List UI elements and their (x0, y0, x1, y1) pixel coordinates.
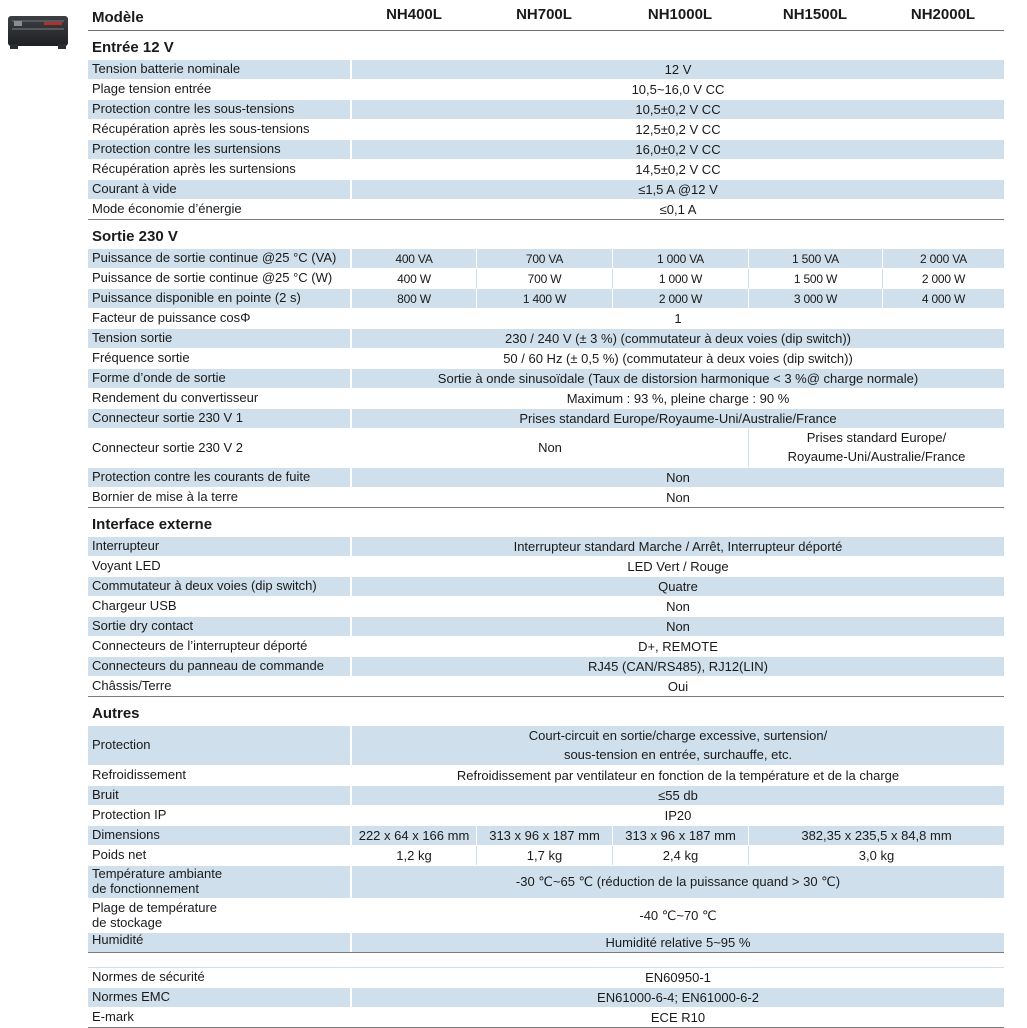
spec-value: Quatre (352, 577, 1004, 596)
section-title: Autres (92, 705, 140, 722)
spec-row (88, 60, 1004, 80)
spec-value: ≤0,1 A (659, 201, 697, 217)
spec-value-line: Royaume-Uni/Australie/France (787, 449, 966, 464)
spec-value: 1 400 W (476, 289, 612, 308)
spec-value: LED Vert / Rouge (627, 558, 729, 574)
spec-value: 1 (674, 310, 682, 326)
spec-value: Prises standard Europe/Royaume-Uni/Australie/France (352, 409, 1004, 428)
spec-value: ECE R10 (650, 1009, 706, 1025)
spec-label: Voyant LED (88, 557, 352, 576)
model-nh1500l: NH1500L (782, 5, 848, 23)
spec-label: Puissance de sortie continue @25 °C (VA) (88, 249, 352, 268)
spec-label: Protection contre les surtensions (88, 140, 352, 159)
spec-value: 1,2 kg (396, 847, 432, 863)
spec-row (88, 80, 1004, 100)
model-nh700l: NH700L (516, 5, 572, 23)
spec-row (88, 200, 1004, 220)
spec-label: Protection (88, 726, 352, 765)
spec-label: Connecteurs du panneau de commande (88, 657, 352, 676)
spec-row (88, 577, 1004, 597)
spec-value: 1,7 kg (476, 846, 612, 865)
spec-value: IP20 (664, 807, 692, 823)
spec-value: 10,5±0,2 V CC (352, 100, 1004, 119)
spec-label: Courant à vide (88, 180, 352, 199)
spec-label (88, 866, 352, 898)
spec-label: Chargeur USB (88, 597, 352, 616)
spec-value: Non (666, 489, 690, 505)
spec-row (88, 657, 1004, 677)
spec-row (88, 409, 1004, 429)
spec-row (88, 100, 1004, 120)
spec-row (88, 846, 1004, 866)
model-nh400l: NH400L (386, 5, 442, 23)
spec-value: 230 / 240 V (± 3 %) (commutateur à deux voies (dip switch)) (352, 329, 1004, 348)
spec-value: ≤1,5 A @12 V (352, 180, 1004, 199)
section-interface (88, 508, 1004, 537)
spec-row (88, 120, 1004, 140)
spec-label: Normes EMC (88, 988, 352, 1007)
spec-value: Sortie à onde sinusoïdale (Taux de distorsion harmonique < 3 %@ charge normale) (352, 369, 1004, 388)
spec-label: Protection contre les courants de fuite (88, 468, 352, 487)
spec-row (88, 637, 1004, 657)
spec-label: Normes de sécurité (88, 968, 352, 987)
section-title: Entrée 12 V (92, 39, 174, 56)
spec-label: Châssis/Terre (88, 677, 352, 696)
spec-label: Connecteur sortie 230 V 1 (88, 409, 352, 428)
spec-value: 1 500 W (748, 269, 882, 288)
spec-label: Protection contre les sous-tensions (88, 100, 352, 119)
spec-value: 2 000 VA (882, 249, 1004, 268)
spec-row (88, 967, 1004, 988)
section-title: Sortie 230 V (92, 228, 178, 245)
spec-label: Connecteur sortie 230 V 2 (88, 429, 352, 467)
spec-label: Puissance disponible en pointe (2 s) (88, 289, 352, 308)
spec-value: 2 000 W (882, 269, 1004, 288)
spec-row (88, 806, 1004, 826)
spec-row (88, 180, 1004, 200)
spec-value: 400 W (397, 271, 431, 286)
spec-row (88, 826, 1004, 846)
spec-value: 4 000 W (882, 289, 1004, 308)
model-nh2000l: NH2000L (910, 5, 976, 23)
spec-row (88, 617, 1004, 637)
spec-label-line: de fonctionnement (92, 881, 199, 896)
spec-value: 3,0 kg (748, 846, 1004, 865)
spec-label: Fréquence sortie (88, 349, 352, 368)
spec-label: Bornier de mise à la terre (88, 488, 352, 507)
spec-value: 1 000 VA (612, 249, 748, 268)
spec-label: Refroidissement (88, 766, 352, 785)
spec-row (88, 309, 1004, 329)
spec-label: Sortie dry contact (88, 617, 352, 636)
spec-row (88, 726, 1004, 766)
spec-row (88, 249, 1004, 269)
spec-label: Protection IP (88, 806, 352, 825)
spec-value: 700 W (476, 269, 612, 288)
spec-value: 700 VA (476, 249, 612, 268)
spec-value: 400 VA (352, 249, 476, 268)
spec-label: Tension batterie nominale (88, 60, 352, 79)
spec-row (88, 786, 1004, 806)
spec-value: 222 x 64 x 166 mm (352, 826, 476, 845)
spec-label: Poids net (88, 846, 352, 865)
spec-label: Forme d’onde de sortie (88, 369, 352, 388)
section-title: Interface externe (92, 516, 213, 533)
spec-row (88, 537, 1004, 557)
spec-value: Non (666, 598, 690, 614)
spec-label: E-mark (88, 1008, 352, 1027)
spec-row (88, 269, 1004, 289)
spec-label: Commutateur à deux voies (dip switch) (88, 577, 352, 596)
spec-value: 14,5±0,2 V CC (635, 161, 721, 177)
spec-value: 10,5~16,0 V CC (631, 81, 725, 97)
model-header-row (88, 0, 1004, 31)
spec-value: Interrupteur standard Marche / Arrêt, Interrupteur déporté (352, 537, 1004, 556)
section-other (88, 697, 1004, 726)
spec-label: Bruit (88, 786, 352, 805)
spec-label-line: Température ambiante (92, 866, 223, 882)
spec-label: Récupération après les sous-tensions (88, 120, 352, 139)
spec-value: 382,35 x 235,5 x 84,8 mm (748, 826, 1004, 845)
spec-label: Humidité (88, 933, 352, 952)
spec-value: Maximum : 93 %, pleine charge : 90 % (566, 390, 790, 406)
model-nh1000l: NH1000L (647, 5, 713, 23)
spec-value: 800 W (352, 289, 476, 308)
model-header-label: Modèle (88, 9, 352, 30)
spec-table (88, 0, 1004, 1028)
spec-row (88, 468, 1004, 488)
spec-value: 12,5±0,2 V CC (635, 121, 721, 137)
spec-value (748, 429, 1004, 467)
product-thumbnail (6, 8, 74, 50)
spec-value: 313 x 96 x 187 mm (476, 826, 612, 845)
spec-row (88, 389, 1004, 409)
spec-label: Rendement du convertisseur (88, 389, 352, 408)
spec-value: 12 V (352, 60, 1004, 79)
spec-label: Interrupteur (88, 537, 352, 556)
spec-value-line: sous-tension en entrée, surchauffe, etc. (563, 746, 793, 762)
spec-value: Non (538, 440, 562, 456)
spec-row (88, 1008, 1004, 1028)
spec-label: Récupération après les surtensions (88, 160, 352, 179)
spec-value: 2,4 kg (612, 846, 748, 865)
spec-row (88, 289, 1004, 309)
spec-label: Mode économie d’énergie (88, 200, 352, 219)
spec-value: 313 x 96 x 187 mm (612, 826, 748, 845)
spec-value: RJ45 (CAN/RS485), RJ12(LIN) (352, 657, 1004, 676)
spec-label: Facteur de puissance cosΦ (88, 309, 352, 328)
spec-row (88, 933, 1004, 953)
spec-value: Non (352, 617, 1004, 636)
spec-row (88, 597, 1004, 617)
spec-value: EN60950-1 (645, 969, 711, 985)
spec-row (88, 140, 1004, 160)
spec-label: Connecteurs de l’interrupteur déporté (88, 637, 352, 656)
spec-value-line: Prises standard Europe/ (806, 430, 947, 446)
spec-label: Puissance de sortie continue @25 °C (W) (88, 269, 352, 288)
spec-value: 50 / 60 Hz (± 0,5 %) (commutateur à deux voies (dip switch)) (503, 350, 853, 366)
spec-value: -30 ℃~65 ℃ (réduction de la puissance quand > 30 ℃) (352, 866, 1004, 898)
spec-label-line: de stockage (92, 914, 163, 930)
spec-label (88, 899, 352, 932)
spec-value: 1 500 VA (748, 249, 882, 268)
spec-value (352, 726, 1004, 765)
spec-row (88, 766, 1004, 786)
spec-row (88, 866, 1004, 899)
spec-value: -40 ℃~70 ℃ (639, 907, 717, 923)
spec-value: Oui (667, 678, 689, 694)
spec-row (88, 988, 1004, 1008)
spec-label: Dimensions (88, 826, 352, 845)
spec-row (88, 329, 1004, 349)
section-output (88, 220, 1004, 249)
spec-value: EN61000-6-4; EN61000-6-2 (352, 988, 1004, 1007)
spec-value: 3 000 W (748, 289, 882, 308)
spec-value: ≤55 db (352, 786, 1004, 805)
spec-row (88, 429, 1004, 468)
spec-row (88, 557, 1004, 577)
spec-value: 16,0±0,2 V CC (352, 140, 1004, 159)
spec-row (88, 488, 1004, 508)
spec-label: Tension sortie (88, 329, 352, 348)
spec-row (88, 677, 1004, 697)
spec-row (88, 369, 1004, 389)
spec-row (88, 349, 1004, 369)
spec-value-line: Court-circuit en sortie/charge excessive, surtension/ (528, 727, 828, 743)
spec-label: Plage tension entrée (88, 80, 352, 99)
section-input (88, 31, 1004, 60)
spec-value: 1 000 W (612, 269, 748, 288)
spec-row (88, 160, 1004, 180)
spec-value: Humidité relative 5~95 % (352, 933, 1004, 952)
spec-label-line: Plage de température (92, 899, 218, 915)
spec-row (88, 899, 1004, 933)
spec-value: Non (352, 468, 1004, 487)
spec-value: D+, REMOTE (638, 638, 718, 654)
spec-value: 2 000 W (612, 289, 748, 308)
spec-value: Refroidissement par ventilateur en fonction de la température et de la charge (456, 767, 900, 783)
